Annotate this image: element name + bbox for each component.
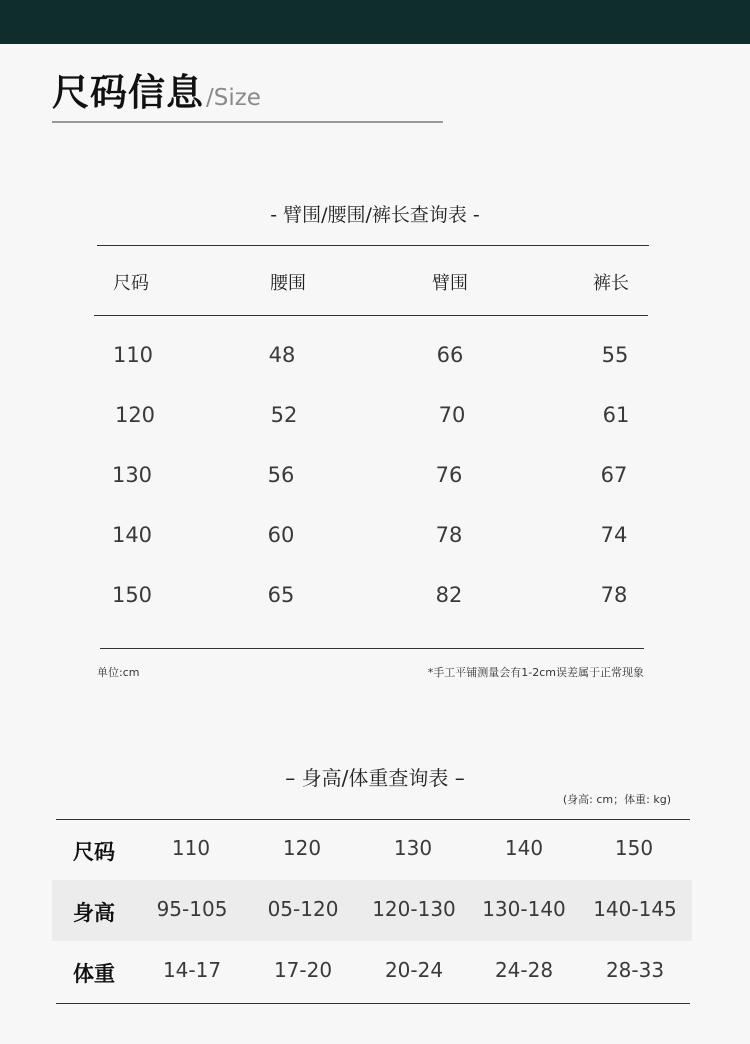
- table-cell: 150: [614, 836, 654, 860]
- table-cell: 70: [438, 403, 466, 427]
- table2-unit-note: (身高: cm；体重: kg): [562, 793, 671, 806]
- table-cell: 56: [267, 463, 295, 487]
- table-cell: 55: [601, 343, 629, 367]
- table-cell: 78: [600, 583, 628, 607]
- table-row: [0, 583, 750, 613]
- table-cell: 120-130: [372, 897, 456, 921]
- page-subtitle: /Size: [206, 85, 261, 111]
- table-cell: 130-140: [482, 897, 566, 921]
- table-cell: 120: [282, 836, 322, 860]
- table-cell: 74: [600, 523, 628, 547]
- table-cell: 140-145: [593, 897, 677, 921]
- table-cell: 76: [435, 463, 463, 487]
- table-cell: 61: [602, 403, 630, 427]
- table1-top-rule: [97, 245, 649, 246]
- table-cell: 130: [111, 463, 153, 487]
- table-cell: 17-20: [273, 958, 333, 982]
- table2-top-rule: [56, 819, 690, 820]
- table1-header-cell: 腰围: [270, 273, 306, 294]
- row-label: 尺码: [73, 840, 115, 864]
- table1-header-cell: 尺码: [113, 273, 149, 294]
- table-cell: 05-120: [267, 897, 339, 921]
- table-cell: 110: [171, 836, 211, 860]
- unit-note: 单位:cm: [97, 666, 140, 679]
- table1-title: - 臂围/腰围/裤长查询表 -: [270, 204, 480, 226]
- table1-bottom-rule: [100, 648, 644, 649]
- table-row: [0, 958, 750, 988]
- section-header: [52, 62, 261, 116]
- table-cell: 67: [600, 463, 628, 487]
- table1-header-cell: 裤长: [593, 273, 629, 294]
- table-cell: 24-28: [494, 958, 554, 982]
- page-title: 尺码信息: [52, 71, 204, 114]
- measurement-note: *手工平铺测量会有1-2cm误差属于正常现象: [427, 666, 644, 679]
- table-cell: 140: [504, 836, 544, 860]
- table2-bottom-rule: [56, 1003, 690, 1004]
- table-cell: 52: [270, 403, 298, 427]
- table-cell: 20-24: [384, 958, 444, 982]
- table-cell: 95-105: [156, 897, 228, 921]
- table-row: [0, 463, 750, 493]
- table-row: [0, 523, 750, 553]
- table-cell: 120: [114, 403, 156, 427]
- table-cell: 82: [435, 583, 463, 607]
- table2-title: – 身高/体重查询表 –: [285, 766, 465, 790]
- table-cell: 66: [436, 343, 464, 367]
- table1-header-row: [0, 269, 750, 299]
- table-cell: 150: [111, 583, 153, 607]
- table-cell: 60: [267, 523, 295, 547]
- row-label: 体重: [73, 962, 115, 986]
- table1-header-rule: [94, 315, 648, 316]
- table-cell: 130: [393, 836, 433, 860]
- table1-header-cell: 臂围: [432, 273, 468, 294]
- table-cell: 48: [268, 343, 296, 367]
- top-banner: [0, 0, 750, 44]
- table-cell: 140: [111, 523, 153, 547]
- table-cell: 65: [267, 583, 295, 607]
- table-cell: 14-17: [162, 958, 222, 982]
- table-row: [0, 836, 750, 866]
- row-label: 身高: [73, 901, 115, 925]
- table-row: [0, 403, 750, 433]
- table-row: [0, 343, 750, 373]
- table-cell: 28-33: [605, 958, 665, 982]
- table-cell: 110: [112, 343, 154, 367]
- table-cell: 78: [435, 523, 463, 547]
- header-underline: [52, 121, 443, 123]
- table-row: [0, 897, 750, 927]
